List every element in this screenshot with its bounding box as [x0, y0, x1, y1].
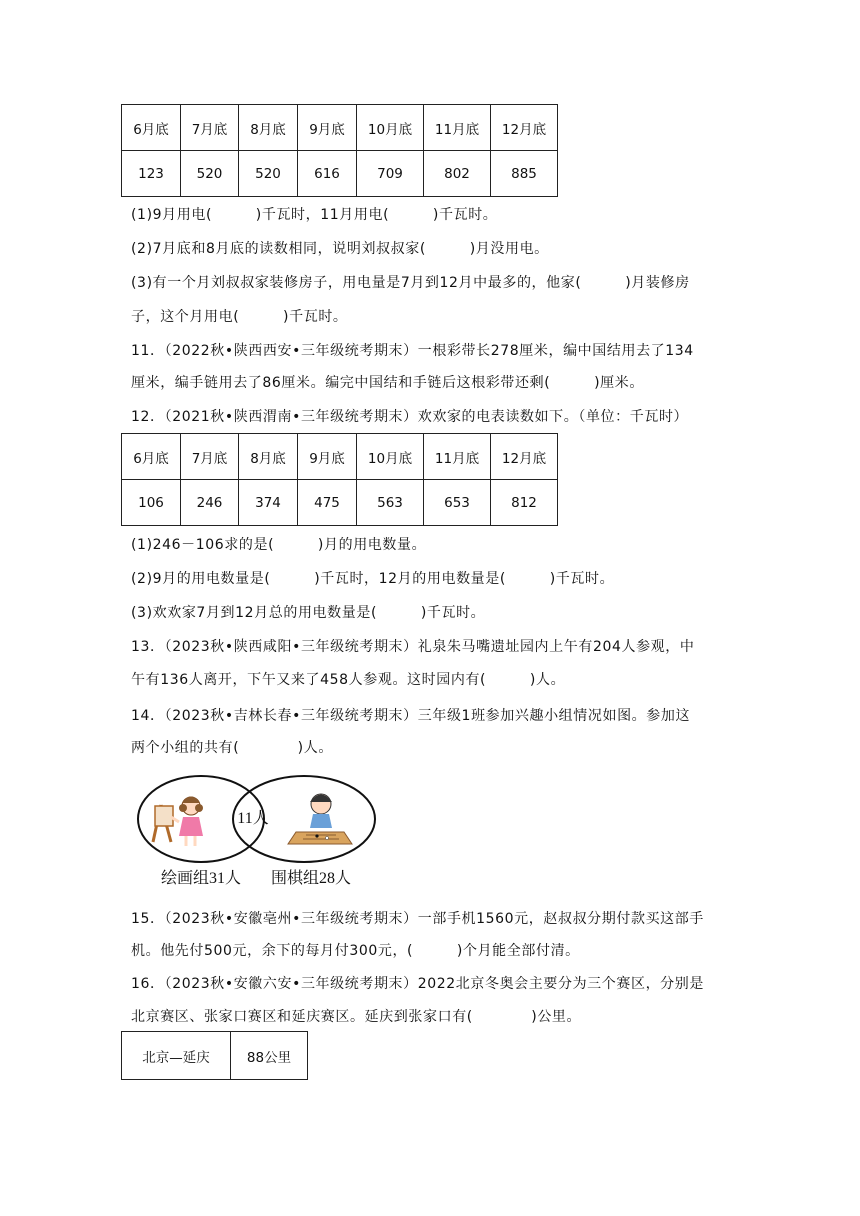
venn-diagram — [131, 770, 381, 892]
table-cell: 11月底 — [424, 434, 491, 480]
go-player-boy-icon — [288, 794, 352, 844]
table-cell: 885 — [491, 151, 558, 197]
table-cell: 616 — [298, 151, 357, 197]
question-13-text: 午有136人离开，下午又来了458人参观。这时园内有( )人。 — [131, 672, 566, 688]
question-16-text: 北京赛区、张家口赛区和延庆赛区。延庆到张家口有( )公里。 — [131, 1009, 582, 1025]
table-cell: 653 — [424, 480, 491, 526]
table-cell: 520 — [239, 151, 298, 197]
question-15-text: 15．（2023秋•安徽亳州•三年级统考期末）一部手机1560元，赵叔叔分期付款买这部手 — [131, 911, 704, 927]
route-cell: 北京—延庆 — [122, 1032, 231, 1080]
table-cell: 8月底 — [239, 434, 298, 480]
table-value-row — [122, 480, 558, 526]
distance-cell: 88公里 — [231, 1032, 308, 1080]
question-part: (2)7月底和8月底的读数相同，说明刘叔叔家( )月没用电。 — [131, 241, 549, 257]
table-cell: 6月底 — [122, 434, 181, 480]
question-part: (2)9月的用电数量是( )千瓦时，12月的用电数量是( )千瓦时。 — [131, 571, 615, 587]
painting-group-label: 绘画组31人 — [160, 870, 242, 887]
table-cell: 123 — [122, 151, 181, 197]
question-part: (3)欢欢家7月到12月总的用电数量是( )千瓦时。 — [131, 605, 486, 621]
table-cell: 106 — [122, 480, 181, 526]
table-cell: 12月底 — [491, 105, 558, 151]
table-cell: 520 — [181, 151, 239, 197]
table-cell: 10月底 — [357, 434, 424, 480]
question-14-text: 两个小组的共有( )人。 — [131, 740, 333, 756]
table-cell: 7月底 — [181, 105, 239, 151]
question-11-text: 11．（2022秋•陕西西安•三年级统考期末）一根彩带长278厘米，编中国结用去了134 — [131, 343, 694, 359]
table-cell: 11月底 — [424, 105, 491, 151]
table-cell: 563 — [357, 480, 424, 526]
meter-table-1 — [121, 104, 558, 197]
table-cell: 709 — [357, 151, 424, 197]
question-11-text: 厘米，编手链用去了86厘米。编完中国结和手链后这根彩带还剩( )厘米。 — [131, 375, 644, 391]
table-cell: 374 — [239, 480, 298, 526]
overlap-label: 11人 — [237, 810, 269, 827]
question-part: (1)9月用电( )千瓦时，11月用电( )千瓦时。 — [131, 207, 498, 223]
painting-girl-icon — [153, 797, 203, 847]
question-16-text: 16．（2023秋•安徽六安•三年级统考期末）2022北京冬奥会主要分为三个赛区，分别是 — [131, 976, 704, 992]
table-value-row — [122, 151, 558, 197]
question-14-text: 14．（2023秋•吉林长春•三年级统考期末）三年级1班参加兴趣小组情况如图。参加这 — [131, 708, 691, 724]
table-cell: 12月底 — [491, 434, 558, 480]
question-12-text: 12．（2021秋•陕西渭南•三年级统考期末）欢欢家的电表读数如下。（单位：千瓦时） — [131, 409, 689, 425]
table-cell: 246 — [181, 480, 239, 526]
table-cell: 6月底 — [122, 105, 181, 151]
table-cell: 10月底 — [357, 105, 424, 151]
chess-group-label: 围棋组28人 — [270, 870, 352, 887]
question-part: (1)246－106求的是( )月的用电数量。 — [131, 537, 427, 553]
table-header-row — [122, 434, 558, 480]
meter-table-2 — [121, 433, 558, 526]
table-cell: 475 — [298, 480, 357, 526]
table-cell: 812 — [491, 480, 558, 526]
table-cell: 9月底 — [298, 434, 357, 480]
table-header-row — [122, 105, 558, 151]
table-cell: 802 — [424, 151, 491, 197]
question-13-text: 13．（2023秋•陕西咸阳•三年级统考期末）礼泉朱马嘴遗址园内上午有204人参观，中 — [131, 639, 695, 655]
distance-table — [121, 1031, 308, 1080]
question-part: 子，这个月用电( )千瓦时。 — [131, 309, 348, 325]
table-row — [122, 1032, 308, 1080]
question-part: (3)有一个月刘叔叔家装修房子，用电量是7月到12月中最多的，他家( )月装修房 — [131, 275, 690, 291]
table-cell: 7月底 — [181, 434, 239, 480]
table-cell: 9月底 — [298, 105, 357, 151]
question-15-text: 机。他先付500元，余下的每月付300元，( )个月能全部付清。 — [131, 943, 580, 959]
table-cell: 8月底 — [239, 105, 298, 151]
